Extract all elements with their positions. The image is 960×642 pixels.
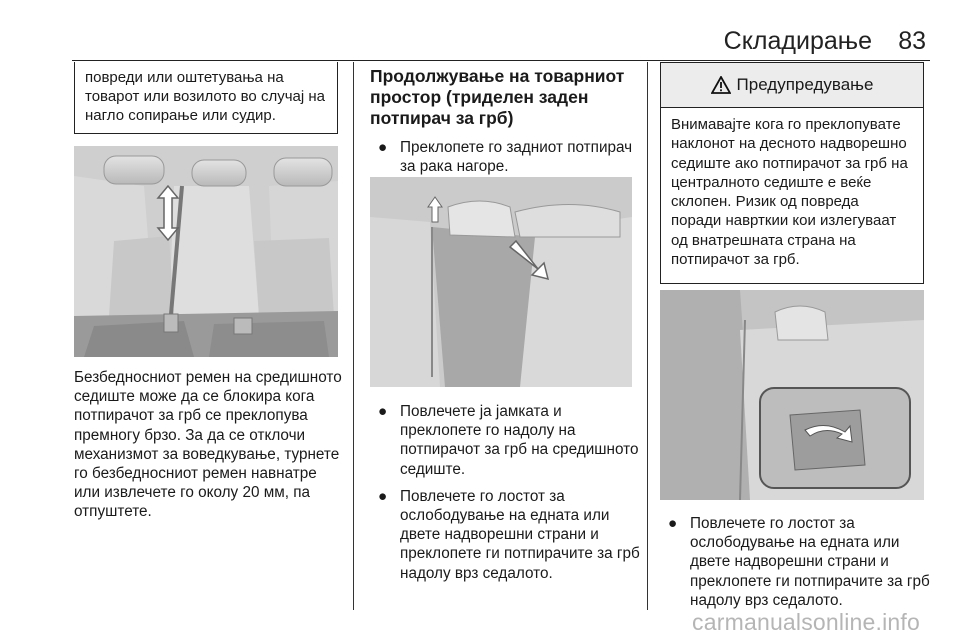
warning-triangle-icon: [711, 76, 731, 94]
list-item: ● Повлечете ја јамката и преклопете го надолу на потпирачот за грб на средишното седиште.: [378, 403, 639, 478]
list-item: ● Повлечете го лостот за ослободување на едната или двете надворешни страни и преклопете ги потпирачите за грб надолу врз седалото.: [378, 487, 640, 582]
section-heading: Продолжување на товарниот простор (триделен заден потпирач за грб): [370, 66, 625, 128]
warning-header: [661, 63, 923, 108]
list-item: ● Повлечете го лостот за ослободување на едната или двете надворешни страни и преклопете ги потпирачите за грб надолу врз седалото.: [668, 515, 930, 609]
column-divider-left: [353, 62, 354, 610]
page-number: 83: [898, 27, 926, 55]
warning-text: Внимавајте кога го преклопувате наклонот на десното надворешно седиште ако потпирачот за грб на централното седиште е веќе склопен. Ризик од повреда поради наврткии кои излегуваат од внатрешната страна на потпирачот за грб.: [671, 116, 908, 269]
warning-box: [660, 62, 924, 284]
continued-note-box: повреди или оштетувања на товарот или возилото во случај на нагло сопирање или судир.: [74, 62, 338, 134]
bullet-list-middle: [370, 402, 640, 591]
bullet-icon: ●: [668, 515, 678, 532]
watermark: carmanualsonline.info: [692, 609, 920, 635]
bullet-icon: ●: [378, 403, 388, 420]
bullet-icon: ●: [378, 139, 388, 156]
seat-belt-paragraph: Безбедносниот ремен на средишното седиште може да се блокира кога потпирачот за грб се преклопува премногу брзо. За да се отклочи механизмот за воведкување, турнете го безбедносниот ремен навнатре или извлечете го околу 20 мм, па отпуштете.: [74, 369, 342, 521]
column-divider-right: [647, 62, 648, 610]
header-divider: [72, 60, 930, 61]
rear-seat-belt-figure: [74, 146, 338, 357]
armrest-figure: [370, 177, 632, 387]
bullet-list-right: [660, 514, 930, 618]
bullet-icon: ●: [378, 487, 388, 505]
page-header: [0, 0, 960, 62]
list-item: ● Преклопете го задниот потпирач за рака нагоре.: [378, 139, 633, 176]
release-lever-figure: [660, 290, 924, 500]
section-title: Складирање: [723, 27, 872, 55]
warning-title: Предупредување: [736, 75, 874, 94]
